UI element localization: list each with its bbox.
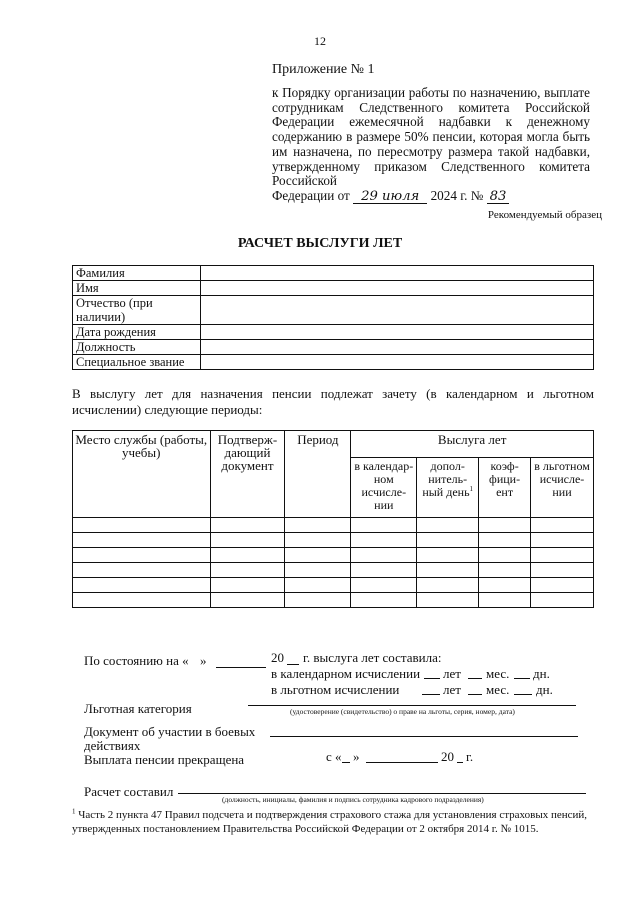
field-value[interactable]	[201, 296, 594, 325]
appendix-body	[272, 86, 590, 204]
as-of-label: По состоянию на «	[84, 653, 189, 668]
calendar-label: в календарном исчислении	[271, 666, 421, 681]
table-row	[73, 296, 594, 325]
combat-doc-line[interactable]	[270, 736, 578, 737]
appendix-text: к Порядку организации работы по назначению, выплате сотрудникам Следственного комитета Российской Федерации ежемесячной надбавки к денежному содержанию в размере 50% пенсии, которая могла быть им назначена, по пересмотру размера такой надбавки, утвержденному приказом Следственного комитета Российской	[272, 85, 590, 189]
document-page: 12 Приложение № 1 к Порядку организации работы по назначению, выплате сотрудникам Следственного комитета Российской Федерации ежемесячной надбавки к денежному содержанию в размере 50% пенсии, которая могла быть им назначена, по пересмотру размера такой надбавки, утвержденному приказом Следственного комитета Российской Федерации от 29 июля 2024 г. № 83 Рекомендуемый образец РАСЧЕТ ВЫСЛУГИ ЛЕТ Фамилия Имя Отчество (при наличии) Дата рождения Должность Специальное звание В выслугу лет для назначения пенсии подлежат зачету (в календарном и льготном исчислении) следующие периоды: Место службы (работы, учебы) Подтверж-дающий документ Период Выслуга лет в календар-ном исчисле-нии допол-нитель-ный день$^1$ коэф-фици-ент в льготном исчисле-нии По состоянию на « » 20 г. выслуга лет составила: в календарном исчислении лет мес. дн. в льготном исчислении лет мес. дн. Льготная категория (удостоверение (свидетельство) о праве на льготы, серия, номер, дата) Документ об участии в боевых действиях Выплата пенсии прекращена с « » 20 г. Расчет составил (должность, инициалы, фамилия и подпись сотрудника кадрового подразделения) $^1$ Часть 2 пункта 47 Правил подсчета и подтверждения страхового стажа для установления страховых пенсий, утвержденных постановлением Правительства Российской Федерации от 2 октября 2014 г. № 1015.	[0, 0, 640, 905]
as-of-year-suffix: г. выслуга лет составила:	[303, 650, 442, 665]
calendar-days-blank[interactable]	[514, 678, 530, 679]
pref-months-blank[interactable]	[468, 694, 482, 695]
document-title: РАСЧЕТ ВЫСЛУГИ ЛЕТ	[237, 236, 403, 251]
footnote-text: Часть 2 пункта 47 Правил подсчета и подтверждения страхового стажа для установления страховых пенсий, утвержденных постановлением Правительства Российской Федерации от 2 октября 2014 г. № 1015.	[72, 809, 588, 835]
pref-category-line[interactable]	[248, 705, 576, 706]
pension-stop-label: Выплата пенсии прекращена	[84, 752, 245, 767]
field-value[interactable]	[201, 340, 594, 355]
as-of-year-prefix: 20	[271, 650, 284, 665]
col-header-document: Подтверж-дающий документ	[210, 431, 285, 518]
recommended-sample-label: Рекомендуемый образец	[487, 209, 602, 221]
col-header-extra-day: допол-нитель-ный день$^1$	[417, 458, 479, 518]
table-header-row	[73, 431, 594, 458]
table-row	[73, 266, 594, 281]
col-header-calendar: в календар-ном исчисле-нии	[351, 458, 417, 518]
periods-intro: В выслугу лет для назначения пенсии подлежат зачету (в календарном и льготном исчислении) следующие периоды:	[72, 386, 594, 417]
field-label: Фамилия	[73, 266, 201, 281]
table-row	[73, 578, 594, 593]
preferential-label: в льготном исчислении	[271, 682, 400, 697]
table-row	[73, 533, 594, 548]
pref-days-blank[interactable]	[514, 694, 532, 695]
field-value[interactable]	[201, 281, 594, 296]
calendar-months-blank[interactable]	[468, 678, 482, 679]
as-of-year-blank[interactable]	[287, 664, 299, 665]
handwritten-date: 29 июля	[353, 191, 427, 204]
field-value[interactable]	[201, 325, 594, 340]
as-of-date-blank[interactable]	[216, 667, 266, 668]
field-label: Отчество (при наличии)	[73, 296, 201, 325]
as-of-quote-close: »	[200, 653, 207, 668]
col-header-coefficient: коэф-фици-ент	[479, 458, 531, 518]
table-row	[73, 355, 594, 370]
compiled-label: Расчет составил	[84, 784, 174, 799]
col-header-preferential: в льготном исчисле-нии	[531, 458, 594, 518]
table-row	[73, 563, 594, 578]
compiled-line[interactable]	[178, 793, 586, 794]
table-row	[73, 325, 594, 340]
col-header-period: Период	[285, 431, 351, 518]
table-row	[73, 518, 594, 533]
pension-stop-year-blank[interactable]	[457, 762, 463, 763]
service-periods-table	[72, 430, 594, 608]
appendix-title: Приложение № 1	[272, 62, 375, 77]
calendar-years-blank[interactable]	[424, 678, 440, 679]
field-label: Специальное звание	[73, 355, 201, 370]
field-label: Должность	[73, 340, 201, 355]
field-label: Имя	[73, 281, 201, 296]
field-value[interactable]	[201, 355, 594, 370]
pref-category-label: Льготная категория	[84, 701, 192, 716]
pref-category-caption: (удостоверение (свидетельство) о праве на льготы, серия, номер, дата)	[290, 707, 515, 716]
field-label: Дата рождения	[73, 325, 201, 340]
table-row	[73, 593, 594, 608]
combat-doc-label: Документ об участии в боевых действиях	[84, 724, 256, 753]
personal-data-table	[72, 265, 594, 370]
footnote	[72, 808, 600, 836]
pension-stop-month-blank[interactable]	[366, 762, 438, 763]
footnote-mark: 1	[72, 807, 76, 816]
handwritten-number: 83	[487, 191, 510, 204]
page-number: 12	[314, 34, 326, 48]
field-value[interactable]	[201, 266, 594, 281]
table-row	[73, 548, 594, 563]
compiled-caption: (должность, инициалы, фамилия и подпись сотрудника кадрового подразделения)	[222, 795, 484, 804]
pension-stop-day-blank[interactable]	[342, 762, 350, 763]
pref-years-blank[interactable]	[422, 694, 440, 695]
table-row	[73, 281, 594, 296]
appendix-date-line: Федерации от 29 июля 2024 г. № 83	[272, 189, 590, 204]
col-header-place: Место службы (работы, учебы)	[73, 431, 211, 518]
table-row	[73, 340, 594, 355]
col-header-service: Выслуга лет	[351, 431, 594, 458]
